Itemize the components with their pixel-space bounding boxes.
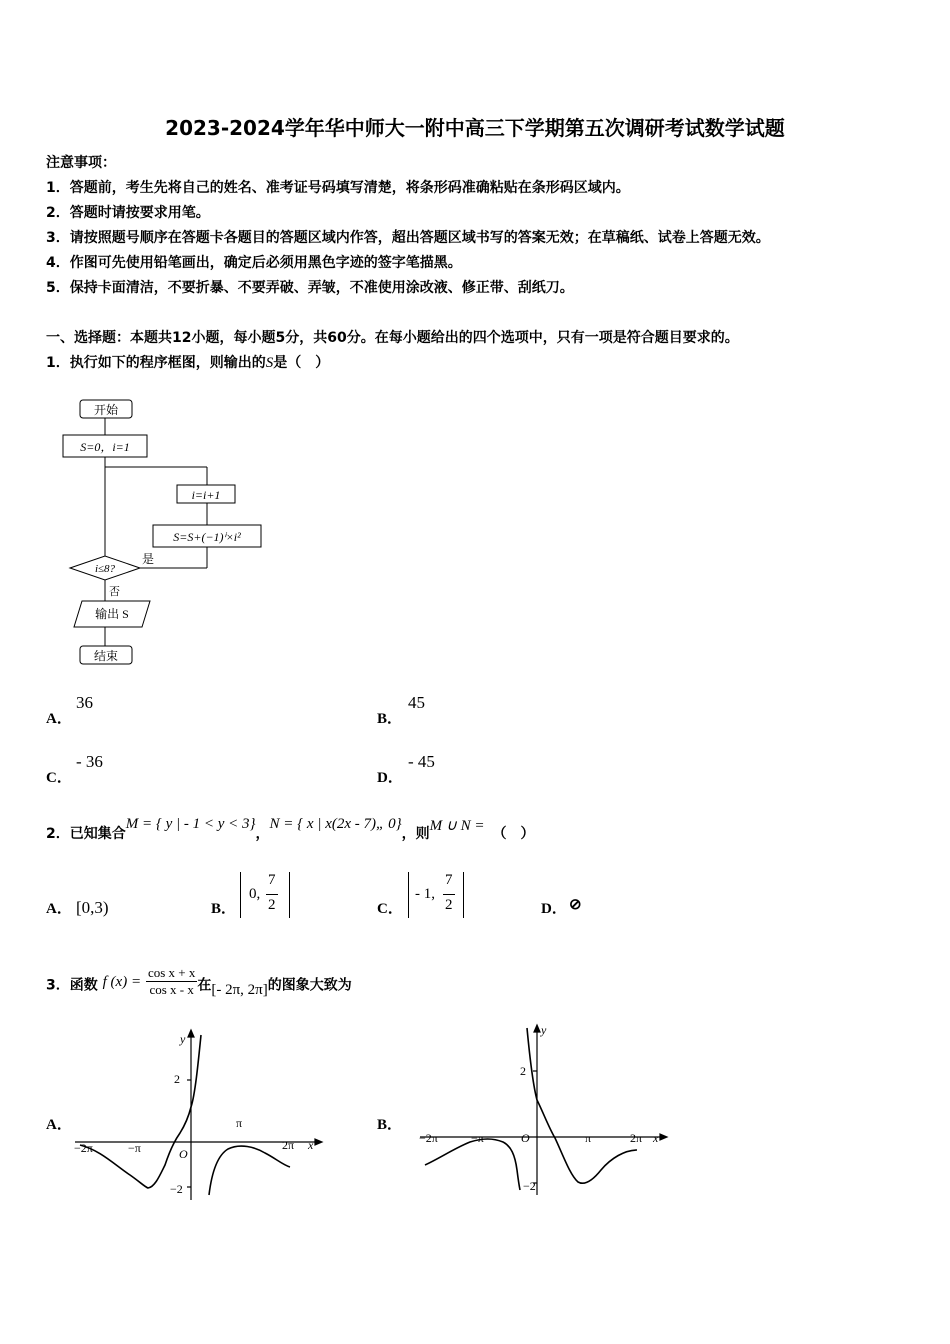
graph-a-x-label: x: [308, 1138, 314, 1152]
note-item: 3．请按照题号顺序在答题卡各题目的答题区域内作答，超出答题区域书写的答案无效；在草稿纸、试卷上答题无效。: [46, 230, 770, 246]
fraction-denominator: cos x - x: [149, 982, 194, 997]
q3-option-a-label: A．: [46, 1117, 72, 1133]
flow-end-label: 结束: [93, 649, 119, 663]
question-2-comma: ，: [255, 826, 270, 842]
set-n: N = { x | x(2x - 7)„ 0}: [269, 816, 402, 832]
curve-right: [527, 1028, 637, 1183]
q2-option-d-label: D．: [541, 901, 567, 917]
flow-yes-label: 是: [142, 552, 155, 566]
flow-update-i-label: i=i+1: [191, 488, 221, 502]
flowchart: [60, 395, 280, 670]
question-3-post: 的图象大致为: [267, 977, 352, 994]
flow-update-s-label: S=S+(−1)ⁱ×i²: [173, 530, 241, 544]
graph-b-tick-pi: π: [585, 1131, 592, 1145]
q1-option-a-label: A．: [46, 711, 72, 727]
question-1-stem: [46, 352, 329, 372]
graph-b-tick-2pi: 2π: [630, 1131, 643, 1145]
graph-b-tick-2: 2: [520, 1064, 526, 1078]
question-1-text: 1．执行如下的程序框图，则输出的: [46, 355, 266, 371]
note-item: 4．作图可先使用铅笔画出，确定后必须用黑色字迹的签字笔描黑。: [46, 255, 462, 271]
q1-option-b-value: 45: [408, 693, 425, 712]
graph-a-tick-negpi: −π: [128, 1141, 141, 1155]
interval: [- 2π, 2π]: [211, 981, 268, 998]
graph-b-x-label: x: [653, 1131, 659, 1145]
graph-b-tick-neg2pi: −2π: [419, 1131, 438, 1145]
graph-b-origin: O: [521, 1131, 530, 1145]
function-f: f (x) =: [102, 973, 142, 990]
q1-option-b-label: B．: [377, 711, 403, 727]
fraction-numerator: cos x + x: [147, 965, 196, 980]
graph-b-y-label: y: [541, 1023, 547, 1037]
curve-left: [425, 1139, 520, 1190]
note-item: 5．保持卡面清洁，不要折暴、不要弄破、弄皱，不准使用涂改液、修正带、刮纸刀。: [46, 280, 574, 296]
graph-a-y-label: y: [180, 1032, 186, 1046]
q2-option-c-label: C．: [377, 901, 403, 917]
question-1-var: S: [265, 355, 274, 371]
union-expr: M ∪ N =: [429, 818, 485, 834]
question-3-text: 3．函数: [46, 977, 98, 994]
graph-a-tick-neg2: −2: [170, 1182, 183, 1196]
graph-a: [70, 1025, 325, 1205]
q2-option-a-value: [0,3): [76, 898, 109, 917]
q1-option-d-value: - 45: [408, 752, 435, 771]
question-2-then: ，则: [401, 826, 430, 842]
q2-option-b-value: 0, 7 2: [240, 872, 290, 918]
note-item: 2．答题时请按要求用笔。: [46, 205, 210, 221]
function-fraction: [146, 965, 197, 998]
section-heading: 一、选择题：本题共12小题，每小题5分，共60分。在每小题给出的四个选项中，只有一项是符合题目要求的。: [46, 330, 739, 346]
notes-heading: 注意事项：: [46, 155, 116, 171]
graph-a-tick-neg2pi: −2π: [74, 1141, 93, 1155]
flow-output-label: 输出 S: [95, 607, 129, 621]
graph-a-tick-pi: π: [236, 1116, 243, 1130]
q2-option-d-value: ⊘: [569, 897, 582, 913]
graph-a-origin: O: [179, 1147, 188, 1161]
q1-option-c-value: - 36: [76, 752, 103, 771]
note-item: 1．答题前，考生先将自己的姓名、准考证号码填写清楚，将条形码准确粘贴在条形码区域内。: [46, 180, 630, 196]
q1-option-c-label: C．: [46, 770, 72, 786]
curve-right: [209, 1146, 290, 1195]
graph-a-tick-2: 2: [174, 1072, 180, 1086]
set-m: M = { y | - 1 < y < 3}: [125, 816, 256, 832]
flow-init-label: S=0，i=1: [80, 440, 130, 454]
q2-option-b-label: B．: [211, 901, 237, 917]
graph-a-tick-2pi: 2π: [282, 1138, 295, 1152]
question-2-blank: （ ）: [492, 826, 535, 842]
q3-option-b-label: B．: [377, 1117, 403, 1133]
q1-option-a-value: 36: [76, 693, 93, 712]
graph-b-tick-negpi: −π: [471, 1131, 484, 1145]
graph-b: [415, 1020, 670, 1200]
question-2-text: 2．已知集合: [46, 826, 126, 842]
q2-option-c-value: - 1, 7 2: [408, 872, 464, 918]
document-title: 2023-2024学年华中师大一附中高三下学期第五次调研考试数学试题: [165, 116, 785, 140]
question-2-stem: [46, 816, 535, 843]
question-1-blank: 是（ ）: [273, 355, 330, 371]
curve-left: [80, 1035, 201, 1188]
question-3-stem: [46, 965, 352, 1002]
q2-option-a-label: A．: [46, 901, 72, 917]
flow-start-label: 开始: [93, 403, 119, 417]
flow-condition-label: i≤8?: [94, 563, 116, 575]
question-3-in: 在: [197, 977, 212, 994]
flow-no-label: 否: [109, 586, 120, 598]
graph-b-tick-neg2: −2: [523, 1179, 536, 1193]
q1-option-d-label: D．: [377, 770, 403, 786]
